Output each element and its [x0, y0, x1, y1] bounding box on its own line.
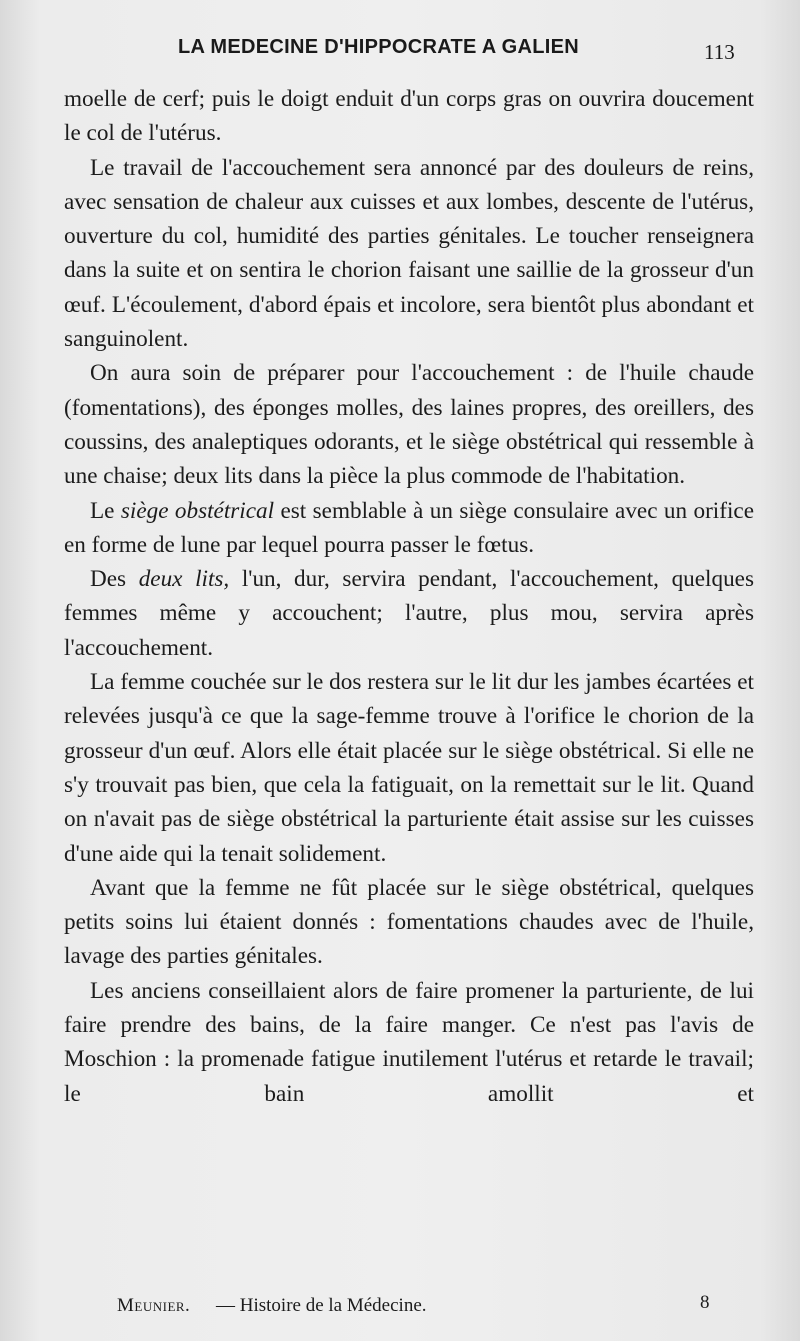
page-number: 113 — [704, 40, 735, 64]
paragraph — [64, 82, 754, 151]
text-run: Les anciens conseillaient alors de faire promener la parturiente, de lui faire prendre des bains, de la faire manger. Ce n'est pas l'avis de Moschion : la promenade fatigue inutilement l'utérus et retarde le travail; le bain amollit et — [64, 977, 754, 1107]
running-title: LA MEDECINE D'HIPPOCRATE A GALIEN — [178, 36, 579, 58]
text-run: l'un, dur, servira pendant, l'accouchement, quelques femmes même y accouchent; l'autre, plus mou, servira après l'accouchement. — [64, 566, 754, 661]
text-run: Le travail de l'accouchement sera annoncé par des douleurs de reins, avec sensation de chaleur aux cuisses et aux lombes, descente de l'utérus, ouverture du col, humidité des parties génitales. Le toucher renseignera dans la suite et on sentira le chorion faisant une saillie de la grosseur d'un œuf. L'écoulement, d'abord épais et incolore, sera bientôt plus abondant et sanguinolent. — [64, 154, 754, 353]
signature-mark: 8 — [700, 1292, 710, 1313]
page-footer — [0, 1292, 800, 1322]
paragraph — [64, 494, 754, 563]
text-run: est semblable à un siège consulaire avec un orifice en forme de lune par lequel pourra passer le fœtus. — [64, 497, 754, 558]
body-text — [64, 82, 754, 1111]
paragraph — [64, 151, 754, 357]
text-run: On aura soin de préparer pour l'accouchement : de l'huile chaude (fomentations), des éponges molles, des laines propres, des oreillers, des coussins, des analeptiques odorants, et le siège obstétrical qui ressemble à une chaise; deux lits dans la pièce la plus commode de l'habitation. — [64, 360, 754, 490]
paragraph — [64, 665, 754, 871]
paragraph — [64, 871, 754, 974]
text-run: La femme couchée sur le dos restera sur le lit dur les jambes écartées et relevées jusqu'à ce que la sage-femme trouve à l'orifice le chorion de la grosseur d'un œuf. Alors elle était placée sur le siège obstétrical. Si elle ne s'y trouvait pas bien, que cela la fatiguait, on la remettait sur le lit. Quand on n'avait pas de siège obstétrical la parturiente était assise sur les cuisses d'une aide qui la tenait solidement. — [64, 669, 754, 867]
paragraph — [64, 356, 754, 493]
italic-text: siège obstétrical — [120, 497, 275, 524]
text-run: Avant que la femme ne fût placée sur le siège obstétrical, quelques petits soins lui étaient donnés : fomentations chaudes avec de l'huile, lavage des parties génitales. — [64, 874, 754, 970]
footer-author: Meunier. — [117, 1295, 191, 1316]
running-header — [0, 36, 800, 66]
paragraph — [64, 974, 754, 1111]
text-run: moelle de cerf; puis le doigt enduit d'un corps gras on ouvrira doucement le col de l'utérus. — [64, 86, 754, 147]
text-run: Le — [90, 497, 121, 524]
italic-text: deux lits, — [138, 566, 230, 593]
paragraph — [64, 562, 754, 665]
footer-book-title: — Histoire de la Médecine. — [216, 1295, 427, 1316]
text-run: Des — [90, 566, 139, 593]
